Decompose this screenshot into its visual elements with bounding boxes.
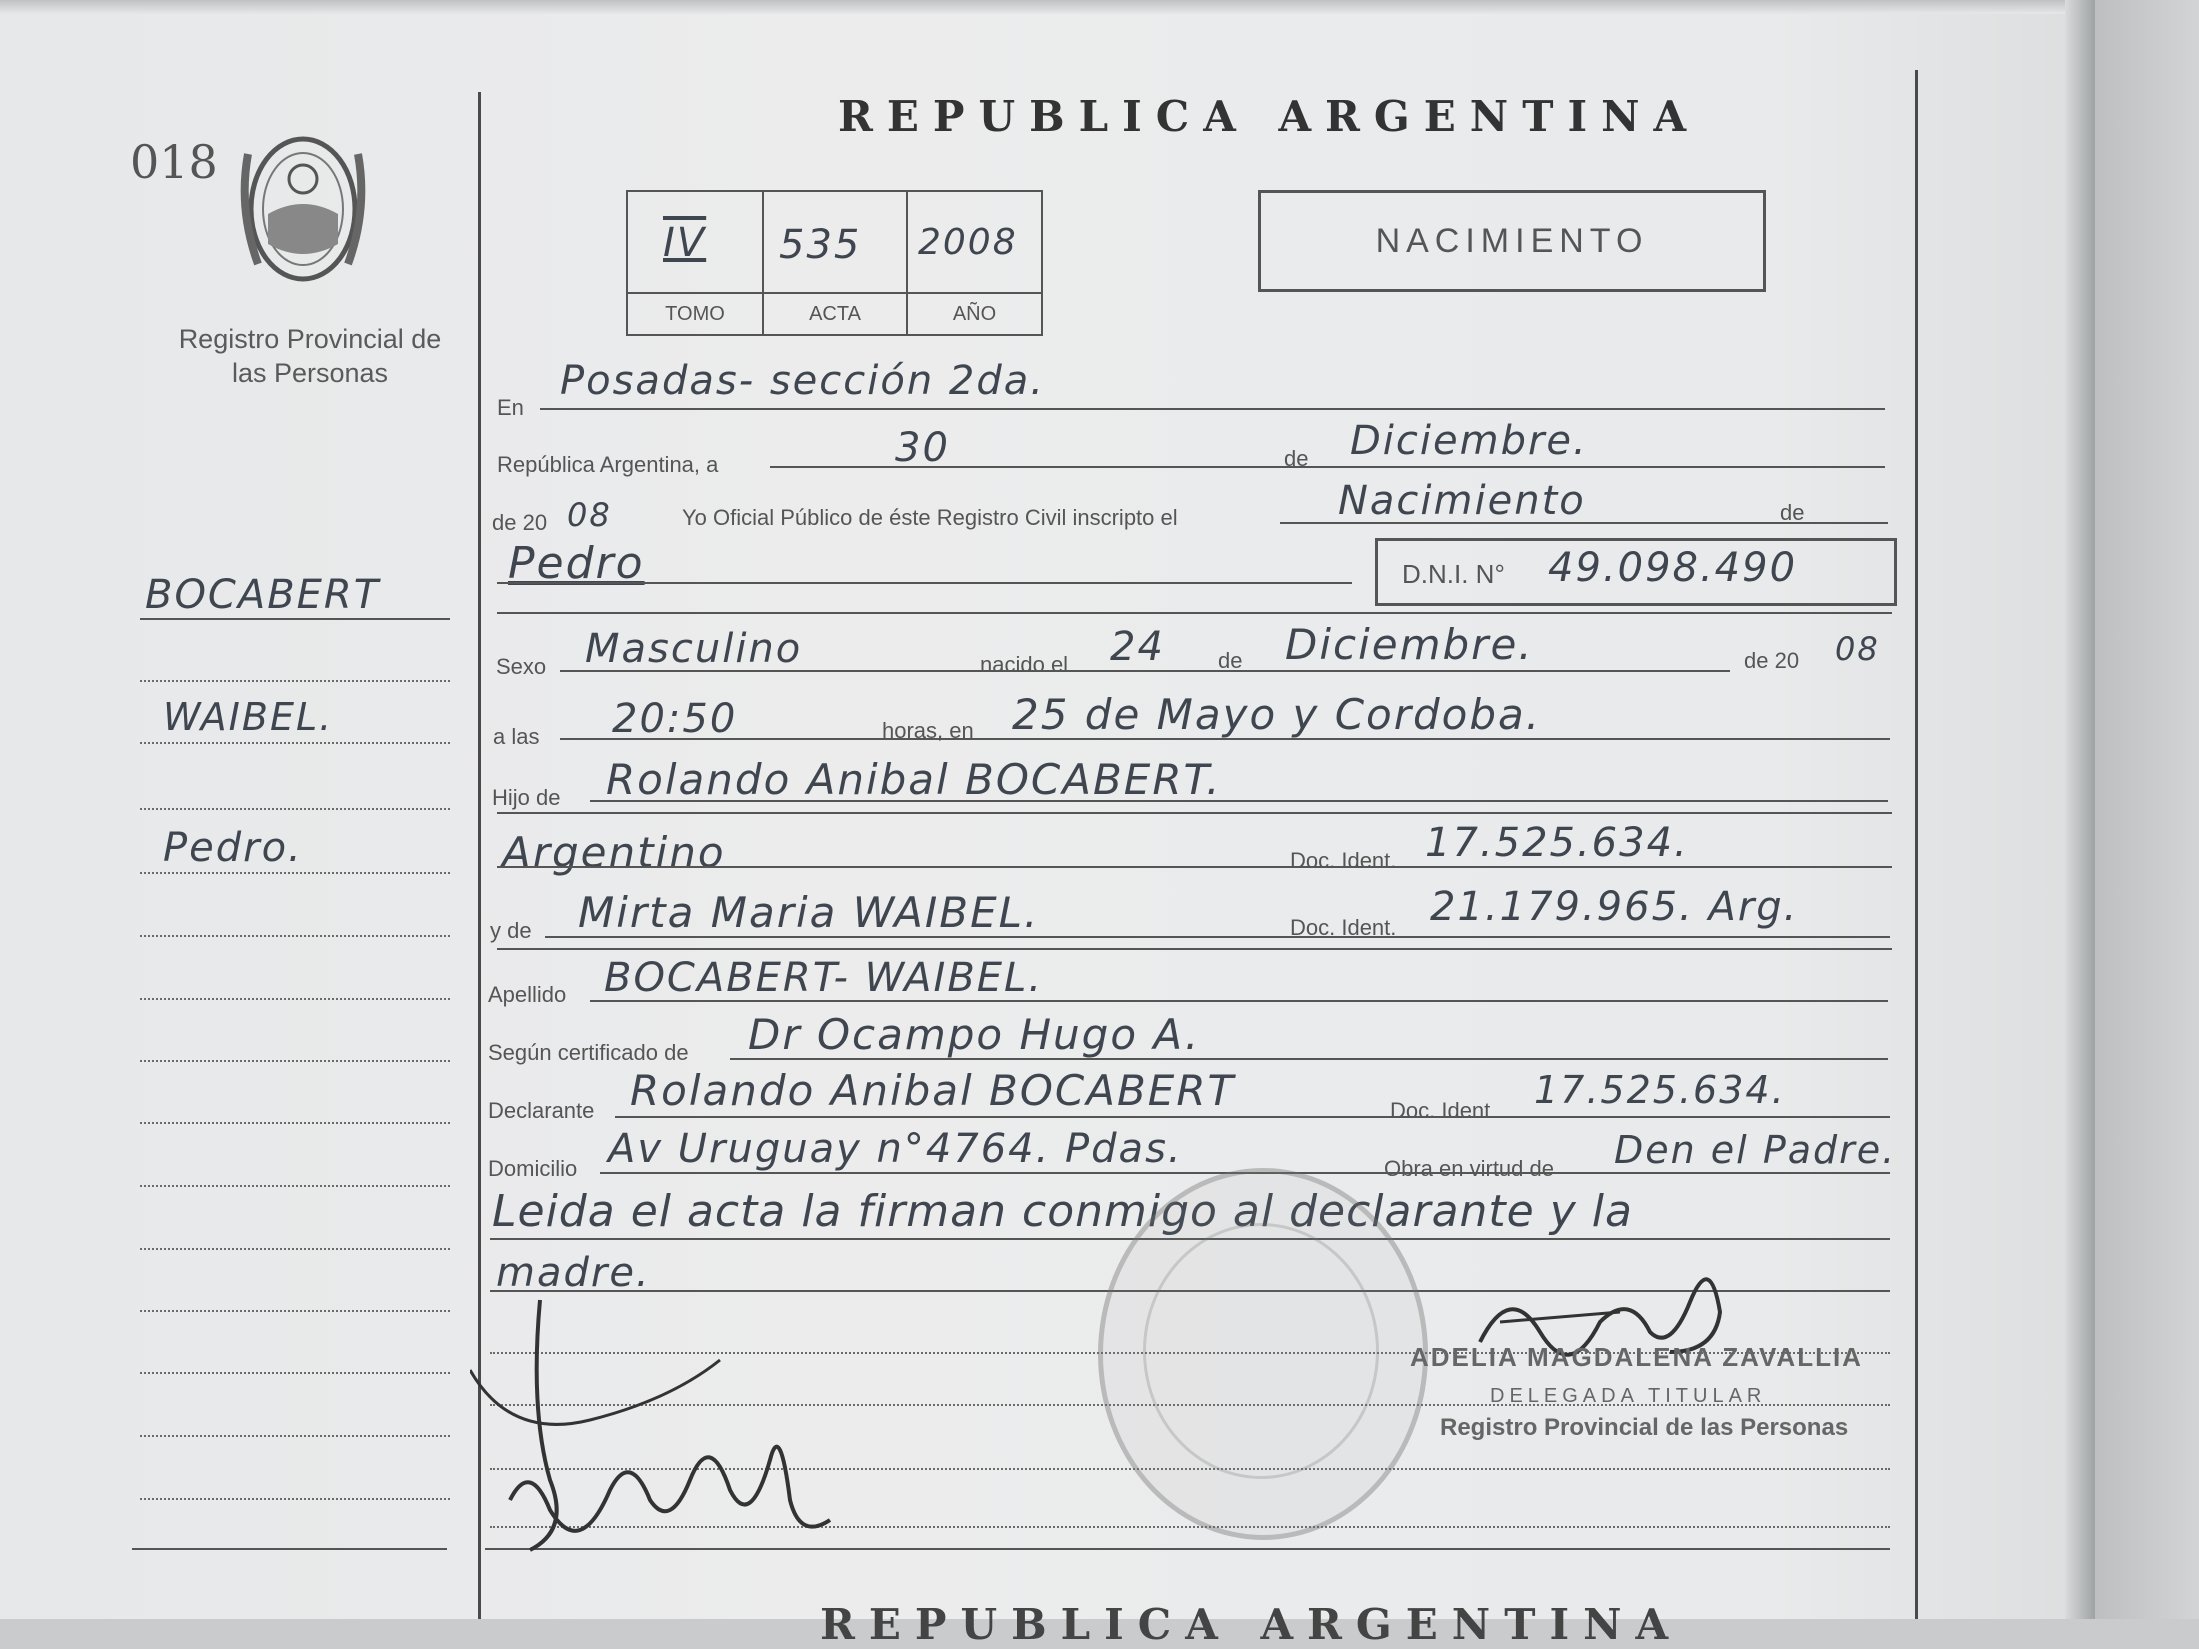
margin-surname-2: WAIBEL.	[163, 695, 334, 739]
acta-cell	[764, 192, 908, 292]
declarante-label: Declarante	[488, 1098, 595, 1123]
registry-name: Registro Provincial de las Personas	[178, 324, 442, 388]
republica-label: República Argentina, a	[497, 452, 719, 477]
apellido-label: Apellido	[488, 982, 567, 1007]
next-page-title-cutoff: REPUBLICA ARGENTINA	[820, 1600, 1683, 1649]
father-doc: 17.525.634.	[1425, 820, 1689, 866]
month-value: Diciembre.	[1350, 418, 1588, 464]
act-type-box: NACIMIENTO	[1258, 190, 1766, 292]
province-crest-icon	[228, 124, 378, 294]
ano-cell	[908, 192, 1041, 292]
tomo-value: IV	[663, 220, 707, 266]
father-value: Rolando Anibal BOCABERT.	[606, 755, 1222, 804]
nacido-label: nacido el	[980, 652, 1069, 677]
birth-year-suffix: 08	[1835, 630, 1880, 668]
tomo-label: TOMO	[628, 292, 764, 334]
birth-month-value: Diciembre.	[1285, 620, 1534, 669]
dni-label: D.N.I. N°	[1402, 559, 1505, 589]
ano-label: AÑO	[908, 292, 1041, 334]
inscripto-value: Nacimiento	[1338, 478, 1586, 524]
birth-day-value: 24	[1110, 624, 1165, 670]
name-value: Pedro	[508, 538, 645, 589]
acta-value: 535	[779, 222, 862, 268]
year-prefix-label: de 20	[492, 510, 548, 535]
oficial-text: Yo Oficial Público de éste Registro Civil inscripto el	[682, 505, 1178, 530]
dni-value: 49.098.490	[1548, 545, 1798, 591]
birth-year-prefix: de 20	[1744, 648, 1800, 673]
document-title: REPUBLICA ARGENTINA	[838, 92, 1701, 141]
official-seal	[1098, 1168, 1428, 1540]
place-value: 25 de Mayo y Cordoba.	[1012, 690, 1542, 739]
hijo-label: Hijo de	[492, 785, 561, 810]
registration-table	[626, 190, 1043, 336]
doc-ident-label-1: Doc. Ident.	[1290, 848, 1397, 873]
declarante-value: Rolando Anibal BOCABERT	[630, 1066, 1236, 1115]
top-edge	[0, 0, 2090, 14]
obra-label: Obra en virtud de	[1384, 1156, 1554, 1181]
obra-value: Den el Padre.	[1614, 1128, 1897, 1172]
sexo-value: Masculino	[585, 626, 803, 672]
note-line-2: madre.	[496, 1250, 651, 1296]
mother-value: Mirta Maria WAIBEL.	[578, 888, 1040, 937]
doc-ident-label-2: Doc. Ident.	[1290, 915, 1397, 940]
margin-surname-1: BOCABERT	[145, 572, 381, 618]
hour-value: 20:50	[612, 696, 738, 742]
alas-label: a las	[493, 724, 540, 749]
en-value: Posadas- sección 2da.	[560, 358, 1045, 404]
en-label: En	[497, 395, 524, 420]
right-border-rule	[1915, 70, 1918, 1619]
tomo-cell	[628, 192, 764, 292]
de-label-2: de	[1780, 500, 1805, 525]
stamp-org: Registro Provincial de las Personas	[1440, 1414, 1849, 1441]
stamp-name: ADELIA MAGDALENA ZAVALLIA	[1410, 1342, 1863, 1372]
domicilio-value: Av Uruguay n°4764. Pdas.	[608, 1126, 1183, 1172]
year-suffix-value: 08	[567, 496, 612, 534]
segun-label: Según certificado de	[488, 1040, 689, 1065]
day-value: 30	[895, 425, 950, 471]
note-line-1: Leida el acta la firman conmigo al declarante y la	[492, 1186, 1633, 1237]
apellido-value: BOCABERT- WAIBEL.	[604, 955, 1044, 1001]
page-number: 018	[130, 135, 218, 189]
stamp-role: DELEGADA TITULAR	[1490, 1385, 1767, 1407]
sexo-label: Sexo	[496, 654, 547, 679]
adjacent-page	[2095, 0, 2199, 1619]
declarante-doc: 17.525.634.	[1534, 1068, 1786, 1112]
declarant-signature	[470, 1290, 850, 1580]
acta-label: ACTA	[764, 292, 908, 334]
horas-label: horas, en	[882, 718, 974, 743]
dni-box	[1375, 538, 1897, 606]
yde-label: y de	[490, 918, 532, 943]
father-nationality: Argentino	[502, 828, 726, 877]
page-edge-shadow	[2065, 0, 2095, 1619]
de-label-3: de	[1218, 648, 1243, 673]
domicilio-label: Domicilio	[488, 1156, 578, 1181]
doc-ident-label-3: Doc. Ident	[1390, 1098, 1491, 1123]
segun-value: Dr Ocampo Hugo A.	[748, 1010, 1201, 1059]
mother-doc: 21.179.965. Arg.	[1430, 884, 1799, 930]
ano-value: 2008	[918, 222, 1018, 263]
de-label-1: de	[1284, 446, 1309, 471]
margin-given-name: Pedro.	[163, 825, 303, 871]
